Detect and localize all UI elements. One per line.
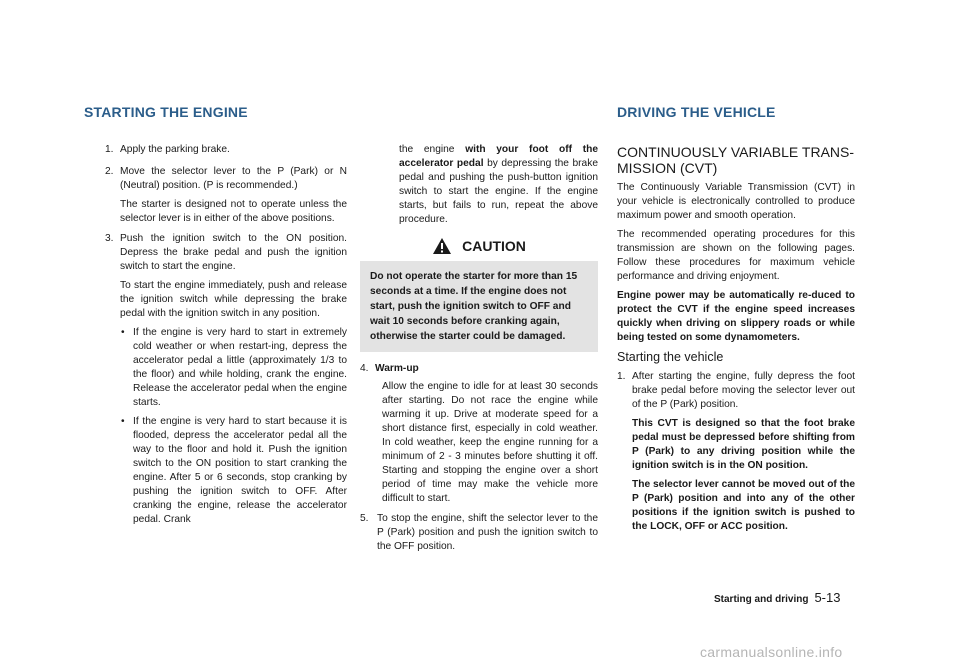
step-1: 1. Apply the parking brake. — [105, 144, 230, 155]
step-3-continued: the engine with your foot off the accelerator pedal by depressing the brake pedal and pushing the push-button ignition switch to start the engine. If the engine starts, but fails to run, repeat the above procedure. — [399, 144, 598, 225]
cvt-intro: The Continuously Variable Transmission (CVT) in your vehicle is electronically controlled to produce maximum power and smooth operation. — [617, 182, 855, 221]
page-number: 5-13 — [814, 590, 841, 605]
left-column — [105, 143, 347, 532]
caution-header: CAUTION — [360, 233, 598, 261]
caution-text: Do not operate the starter for more than 15 seconds at a time. If the engine does not start, push the ignition switch to OFF and wait 10 seconds before cranking again, otherwise the starter could be damaged. — [370, 271, 578, 342]
bullet-cold-weather: • If the engine is very hard to start in extremely cold weather or when restart-ing, depress the accelerator pedal a little (approximately 1/3 to the floor) and while holding, crank the engine. Release the accelerator pedal when the engine starts. — [121, 327, 347, 408]
warning-icon — [432, 237, 452, 255]
cvt-brake-note: This CVT is designed so that the foot brake pedal must be depressed before shifting from P (Park) to any driving position while the ignition switch is in the ON position. — [632, 418, 855, 471]
step-3: 3. Push the ignition switch to the ON position. Depress the brake pedal and push the ignition switch to start the engine. — [105, 233, 347, 272]
section-heading-starting: STARTING THE ENGINE — [84, 104, 248, 120]
cvt-procedures: The recommended operating procedures for this transmission are shown on the following pages. Follow these procedures for maximum vehicle performance and driving enjoyment. — [617, 229, 855, 282]
cvt-title: CONTINUOUSLY VARIABLE TRANS-MISSION (CVT) — [617, 144, 855, 176]
section-heading-driving: DRIVING THE VEHICLE — [617, 104, 776, 120]
step-3-note: To start the engine immediately, push and release the ignition switch while depressing the brake pedal with the ignition switch in any position. — [120, 280, 347, 319]
step-2-note: The starter is designed not to operate unless the selector lever is in either of the above positions. — [120, 199, 347, 224]
page-footer — [714, 590, 840, 605]
step-5: 5. To stop the engine, shift the selector lever to the P (Park) position and push the ignition switch to the OFF position. — [360, 513, 598, 552]
cvt-selector-note: The selector lever cannot be moved out of the P (Park) position and into any of the other positions if the ignition switch is pushed to the LOCK, OFF or ACC position. — [632, 479, 855, 532]
drive-step-1: 1. After starting the engine, fully depress the foot brake pedal before moving the selector lever out of the P (Park) position. — [617, 371, 855, 410]
cvt-power-note: Engine power may be automatically re-duced to protect the CVT if the engine speed increases quickly when driving on slippery roads or while being tested on some dynamometers. — [617, 290, 855, 343]
middle-column — [360, 143, 598, 559]
bullet-flooded: • If the engine is very hard to start because it is flooded, depress the accelerator pedal all the way to the floor and hold it. Push the ignition switch to the ON position to start cranking the engine. After 5 or 6 seconds, stop cranking by pushing the ignition switch to OFF. After cranking the engine, release the accelerator pedal. Crank — [121, 416, 347, 525]
step-2: 2. Move the selector lever to the P (Park) or N (Neutral) position. (P is recommended.) — [105, 166, 347, 191]
step-4-title: 4. Warm-up — [360, 363, 419, 374]
starting-vehicle-title: Starting the vehicle — [617, 350, 724, 364]
watermark: carmanualsonline.info — [700, 644, 843, 660]
right-column — [617, 144, 855, 539]
footer-section: Starting and driving — [714, 594, 809, 605]
caution-box — [360, 233, 598, 352]
step-4-text: Allow the engine to idle for at least 30 seconds after starting. Do not race the engine while warming it up. Drive at moderate speed for a short distance first, especially in cold weather. In cold weather, keep the engine running for a minimum of 2 - 3 minutes before shutting it off. Starting and stopping the engine over a short period of time may make the vehicle more difficult to start. — [382, 381, 598, 504]
